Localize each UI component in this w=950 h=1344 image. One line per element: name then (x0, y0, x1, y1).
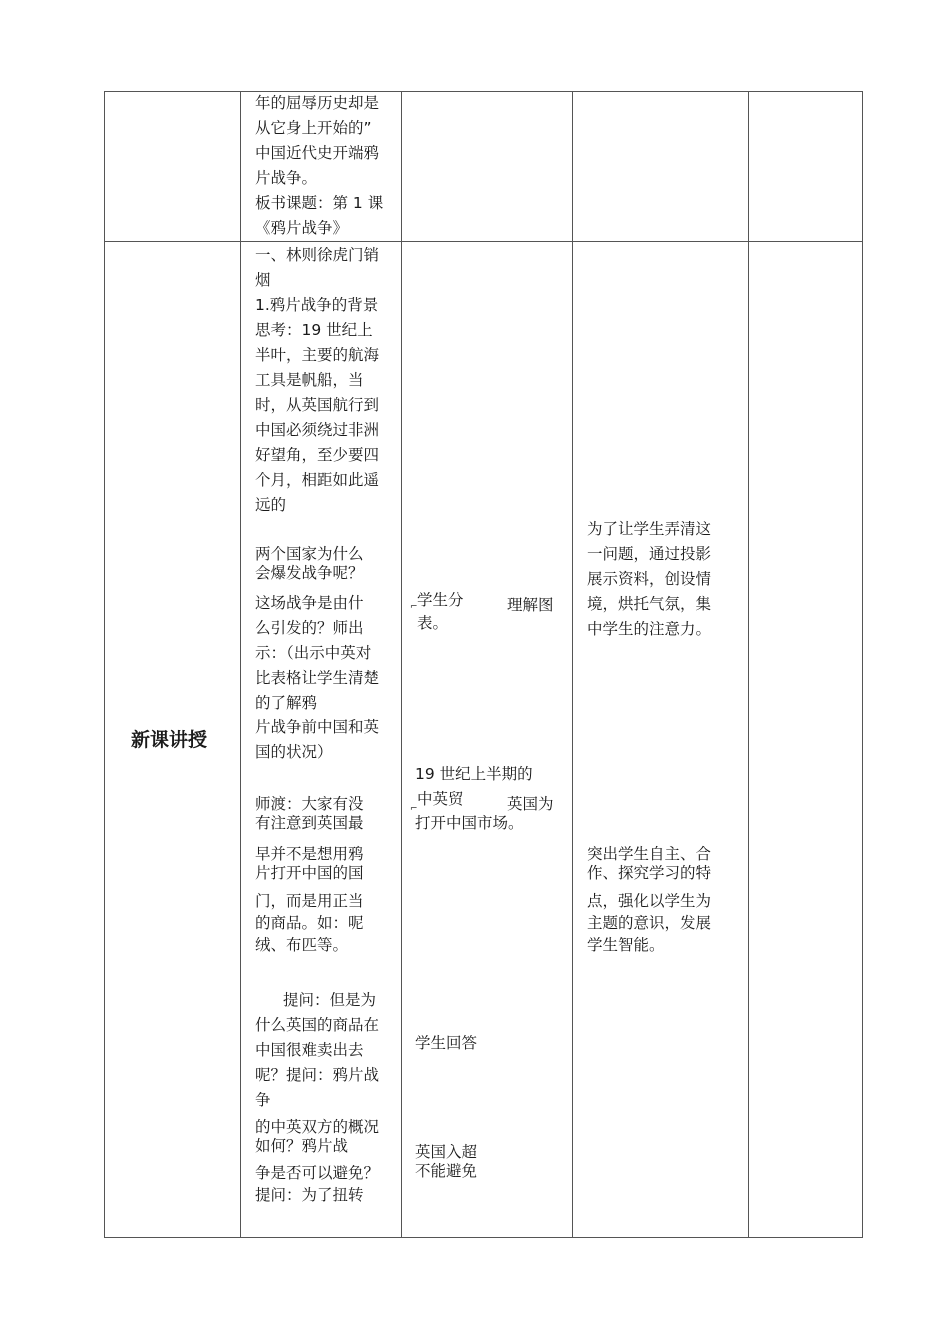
text-line: 主题的意识，发展 (587, 914, 712, 932)
text-line: 《鸦片战争》 (255, 219, 349, 237)
text-line: 片战争。 (255, 169, 318, 187)
text-line: 境，烘托气氛，集 (587, 595, 712, 613)
student-activity-text: 打开中国市场。 (415, 814, 524, 832)
text-line: 中国很难卖出去 (255, 1041, 364, 1059)
text-line: 绒、布匹等。 (255, 936, 349, 954)
text-line: 学生智能。 (587, 936, 665, 954)
text-line: 中国必须绕过非洲 (255, 421, 380, 439)
teacher-activity-block (255, 1162, 379, 1206)
design-intent-block (587, 890, 711, 956)
text-line: 如何？鸦片战 (255, 1137, 349, 1155)
text-line: 作、探究学习的特 (587, 864, 712, 882)
table-border-right (862, 91, 863, 1238)
text-line: 示：（出示中英对 (255, 644, 372, 662)
text-line: 远的 (255, 496, 287, 514)
text-line: 早并不是想用鸦 (255, 845, 364, 863)
text-line: 中国近代史开端鸦 (255, 144, 380, 162)
student-activity-text: 理解图 (507, 596, 554, 614)
student-activity-text: 表。 (417, 614, 449, 632)
design-intent-block (587, 517, 711, 642)
text-line: 这场战争是由什 (255, 594, 364, 612)
text-line: 展示资料，创设情 (587, 570, 712, 588)
table-border-top (104, 91, 863, 92)
text-line: 的中英双方的概况 (255, 1118, 380, 1136)
text-line: 工具是帆船，当 (255, 371, 364, 389)
teacher-activity-block (255, 715, 379, 763)
table-border-left (104, 91, 105, 1238)
text-line: 什么英国的商品在 (255, 1016, 380, 1034)
text-line: 突出学生自主、合 (587, 845, 712, 863)
text-line: 片战争前中国和英 (255, 718, 380, 736)
text-line: 英国入超 (415, 1143, 478, 1161)
teacher-activity-block (255, 845, 364, 883)
text-line: 的商品。如：呢 (255, 914, 364, 932)
text-line: 的了解鸦 (255, 694, 318, 712)
teacher-activity-block (255, 591, 379, 716)
table-col-divider-4 (748, 91, 749, 1238)
text-line: 争 (255, 1091, 271, 1109)
teacher-activity-block (255, 243, 379, 518)
text-line: 比表格让学生清楚 (255, 669, 380, 687)
text-line: 中学生的注意力。 (587, 620, 712, 638)
text-line: 师渡：大家有没 (255, 795, 364, 813)
design-intent-block (587, 845, 711, 883)
teacher-activity-block (255, 890, 364, 956)
text-line: 么引发的？师出 (255, 619, 364, 637)
table-border-bottom (104, 1237, 863, 1238)
text-line: 提问：为了扭转 (255, 1186, 364, 1204)
text-line: 不能避免 (415, 1162, 478, 1180)
table-col-divider-3 (572, 91, 573, 1238)
text-line: 思考：19 世纪上 (255, 321, 373, 339)
student-activity-text: 学生回答 (415, 1034, 478, 1052)
text-line: 两个国家为什么 (255, 545, 364, 563)
text-line: 烟 (255, 271, 271, 289)
text-line: 1.鸦片战争的背景 (255, 296, 379, 314)
table-row-divider (104, 241, 863, 242)
teacher-activity-block (255, 988, 379, 1113)
text-line: 半叶，主要的航海 (255, 346, 380, 364)
table-col-divider-1 (240, 91, 241, 1238)
teacher-activity-block (255, 545, 364, 583)
text-line: 一、林则徐虎门销 (255, 246, 380, 264)
teacher-activity-block (255, 795, 364, 833)
text-line: 一问题，通过投影 (587, 545, 712, 563)
student-activity-text (415, 1143, 477, 1181)
text-line: 时，从英国航行到 (255, 396, 380, 414)
text-line: 从它身上开始的” (255, 119, 372, 137)
text-line: 年的屈辱历史却是 (255, 94, 380, 112)
text-cursor-icon: ⌐ (410, 602, 418, 612)
text-line: 为了让学生弄清这 (587, 520, 712, 538)
text-cursor-icon: ⌐ (410, 804, 418, 814)
text-line: 有注意到英国最 (255, 814, 364, 832)
text-line: 板书课题：第 1 课 (255, 194, 384, 212)
student-activity-text: 学生分 (417, 591, 464, 609)
student-activity-text: 英国为 (507, 795, 554, 813)
teacher-activity-block (255, 1118, 379, 1156)
text-line: 争是否可以避免？ (255, 1164, 380, 1182)
text-line: 会爆发战争呢？ (255, 564, 364, 582)
text-line: 点，强化以学生为 (587, 892, 712, 910)
text-line: 国的状况） (255, 743, 333, 761)
text-line: 提问：但是为 (283, 991, 377, 1009)
text-line: 门，而是用正当 (255, 892, 364, 910)
student-activity-text: 19 世纪上半期的 (415, 765, 533, 783)
table-col-divider-2 (401, 91, 402, 1238)
text-line: 好望角，至少要四 (255, 446, 380, 464)
section-label: 新课讲授 (131, 729, 208, 751)
text-line: 呢？提问：鸦片战 (255, 1066, 380, 1084)
row1-teacher-text (255, 91, 383, 241)
text-line: 个月，相距如此遥 (255, 471, 380, 489)
student-activity-text: 中英贸 (417, 790, 464, 808)
text-line: 片打开中国的国 (255, 864, 364, 882)
